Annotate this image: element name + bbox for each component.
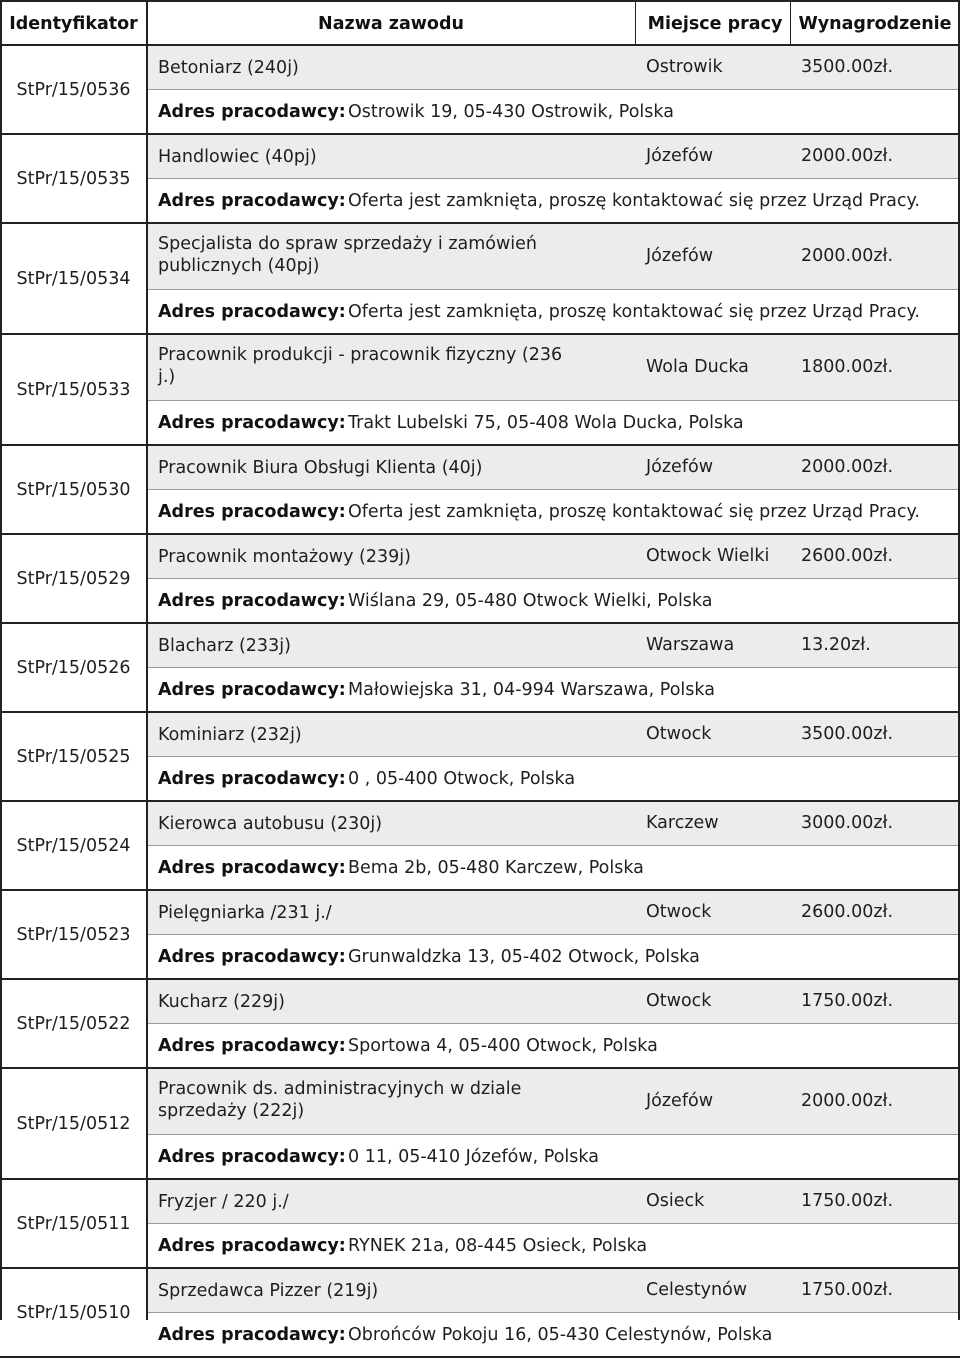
offer-details — [148, 135, 960, 222]
offer-id: StPr/15/0524 — [16, 835, 131, 856]
work-place: Józefów — [646, 1091, 714, 1111]
offer-details — [148, 1269, 960, 1356]
offer-id: StPr/15/0535 — [16, 168, 131, 189]
offer-id: StPr/15/0523 — [16, 924, 131, 945]
table-row — [0, 891, 960, 978]
offer-details — [148, 535, 960, 622]
offer-summary — [148, 224, 960, 290]
work-place: Otwock — [646, 991, 712, 1011]
address-label: Adres pracodawcy: — [158, 591, 346, 611]
offer-id: StPr/15/0510 — [16, 1302, 131, 1323]
employer-address-row — [148, 579, 960, 622]
salary: 3500.00zł. — [801, 724, 894, 744]
table-row — [0, 713, 960, 800]
employer-address-row — [148, 935, 960, 978]
offer-summary — [148, 713, 960, 757]
left-border — [0, 0, 2, 1320]
address-label: Adres pracodawcy: — [158, 502, 346, 522]
job-title: Pracownik montażowy (239j) — [158, 547, 411, 567]
salary: 1800.00zł. — [801, 357, 894, 377]
employer-address: RYNEK 21a, 08-445 Osieck, Polska — [348, 1236, 648, 1256]
row-divider — [0, 800, 960, 802]
job-title: Blacharz (233j) — [158, 636, 291, 656]
table-row — [0, 446, 960, 533]
employer-address: Obrońców Pokoju 16, 05-430 Celestynów, Polska — [348, 1325, 773, 1345]
offer-details — [148, 891, 960, 978]
offer-summary — [148, 1069, 960, 1135]
employer-address-row — [148, 1135, 960, 1178]
work-place: Otwock — [646, 724, 712, 744]
address-label: Adres pracodawcy: — [158, 1236, 346, 1256]
address-label: Adres pracodawcy: — [158, 769, 346, 789]
address-label: Adres pracodawcy: — [158, 1325, 346, 1345]
offer-details — [148, 46, 960, 133]
employer-address-row — [148, 290, 960, 333]
work-place: Karczew — [646, 813, 719, 833]
offer-id: StPr/15/0533 — [16, 379, 131, 400]
employer-address: Trakt Lubelski 75, 05-408 Wola Ducka, Polska — [348, 413, 744, 433]
employer-address: 0 11, 05-410 Józefów, Polska — [348, 1147, 599, 1167]
offer-summary — [148, 535, 960, 579]
employer-address-row — [148, 1313, 960, 1356]
offer-details — [148, 335, 960, 444]
row-divider — [0, 333, 960, 335]
job-title: Sprzedawca Pizzer (219j) — [158, 1281, 379, 1301]
offer-id: StPr/15/0525 — [16, 746, 131, 767]
job-title: Handlowiec (40pj) — [158, 147, 317, 167]
employer-address-row — [148, 179, 960, 222]
work-place: Otwock — [646, 902, 712, 922]
employer-address: Ostrowik 19, 05-430 Ostrowik, Polska — [348, 102, 674, 122]
offer-details — [148, 1069, 960, 1178]
table-row — [0, 535, 960, 622]
employer-address-row — [148, 846, 960, 889]
salary: 2600.00zł. — [801, 546, 894, 566]
salary: 2600.00zł. — [801, 902, 894, 922]
salary: 1750.00zł. — [801, 991, 894, 1011]
offer-summary — [148, 46, 960, 90]
work-place: Ostrowik — [646, 57, 723, 77]
offer-summary — [148, 1180, 960, 1224]
offer-details — [148, 624, 960, 711]
job-title: Kierowca autobusu (230j) — [158, 814, 383, 834]
salary: 1750.00zł. — [801, 1191, 894, 1211]
offer-summary — [148, 624, 960, 668]
job-title: Specjalista do spraw sprzedaży i zamówień publicznych (40pj) — [158, 234, 538, 276]
table-row — [0, 624, 960, 711]
employer-address-row — [148, 668, 960, 711]
address-label: Adres pracodawcy: — [158, 102, 346, 122]
employer-address: Oferta jest zamknięta, proszę kontaktować się przez Urząd Pracy. — [348, 502, 920, 522]
table-row — [0, 224, 960, 333]
table-row — [0, 1069, 960, 1178]
offer-summary — [148, 802, 960, 846]
address-label: Adres pracodawcy: — [158, 947, 346, 967]
job-title: Pracownik ds. administracyjnych w dziale sprzedaży (222j) — [158, 1079, 522, 1121]
offer-details — [148, 713, 960, 800]
employer-address: 0 , 05-400 Otwock, Polska — [348, 769, 576, 789]
header-place: Miejsce pracy — [647, 14, 783, 34]
work-place: Otwock Wielki — [646, 546, 770, 566]
employer-address-row — [148, 401, 960, 444]
employer-address-row — [148, 1224, 960, 1267]
row-divider — [0, 133, 960, 135]
table-row — [0, 46, 960, 133]
table-row — [0, 135, 960, 222]
work-place: Józefów — [646, 457, 714, 477]
row-divider — [0, 711, 960, 713]
offer-details — [148, 224, 960, 333]
employer-address: Małowiejska 31, 04-994 Warszawa, Polska — [348, 680, 715, 700]
offer-summary — [148, 980, 960, 1024]
offer-summary — [148, 891, 960, 935]
work-place: Warszawa — [646, 635, 735, 655]
header-name: Nazwa zawodu — [318, 14, 464, 34]
row-divider — [0, 622, 960, 624]
offer-id: StPr/15/0529 — [16, 568, 131, 589]
salary: 2000.00zł. — [801, 146, 894, 166]
offer-id: StPr/15/0511 — [16, 1213, 131, 1234]
row-divider — [0, 1067, 960, 1069]
employer-address: Wiślana 29, 05-480 Otwock Wielki, Polska — [348, 591, 713, 611]
offer-id: StPr/15/0526 — [16, 657, 131, 678]
offer-summary — [148, 1269, 960, 1313]
offer-summary — [148, 135, 960, 179]
employer-address: Oferta jest zamknięta, proszę kontaktować się przez Urząd Pracy. — [348, 191, 920, 211]
job-title: Pracownik Biura Obsługi Klienta (40j) — [158, 458, 483, 478]
address-label: Adres pracodawcy: — [158, 1147, 346, 1167]
work-place: Józefów — [646, 246, 714, 266]
employer-address: Bema 2b, 05-480 Karczew, Polska — [348, 858, 644, 878]
salary: 3500.00zł. — [801, 57, 894, 77]
salary: 3000.00zł. — [801, 813, 894, 833]
job-title: Betoniarz (240j) — [158, 58, 299, 78]
row-divider — [0, 444, 960, 446]
address-label: Adres pracodawcy: — [158, 1036, 346, 1056]
row-divider — [0, 533, 960, 535]
employer-address: Sportowa 4, 05-400 Otwock, Polska — [348, 1036, 658, 1056]
header-pay: Wynagrodzenie — [798, 14, 952, 34]
salary: 2000.00zł. — [801, 1091, 894, 1111]
work-place: Celestynów — [646, 1280, 748, 1300]
address-label: Adres pracodawcy: — [158, 191, 346, 211]
row-divider — [0, 1267, 960, 1269]
id-column-divider — [146, 0, 148, 1320]
address-label: Adres pracodawcy: — [158, 413, 346, 433]
offer-id: StPr/15/0536 — [16, 79, 131, 100]
offer-summary — [148, 446, 960, 490]
employer-address-row — [148, 490, 960, 533]
table-row — [0, 980, 960, 1067]
address-label: Adres pracodawcy: — [158, 858, 346, 878]
work-place: Wola Ducka — [646, 357, 749, 377]
job-title: Pracownik produkcji - pracownik fizyczny (236 j.) — [158, 345, 563, 387]
offer-id: StPr/15/0522 — [16, 1013, 131, 1034]
row-divider — [0, 1178, 960, 1180]
employer-address: Grunwaldzka 13, 05-402 Otwock, Polska — [348, 947, 700, 967]
header-id: Identyfikator — [9, 14, 138, 34]
offer-details — [148, 802, 960, 889]
address-label: Adres pracodawcy: — [158, 680, 346, 700]
offer-id: StPr/15/0530 — [16, 479, 131, 500]
table-header — [0, 0, 960, 46]
job-title: Pielęgniarka /231 j./ — [158, 903, 332, 923]
row-divider — [0, 889, 960, 891]
table-row — [0, 1180, 960, 1267]
work-place: Osieck — [646, 1191, 705, 1211]
salary: 2000.00zł. — [801, 457, 894, 477]
salary: 13.20zł. — [801, 635, 871, 655]
salary: 1750.00zł. — [801, 1280, 894, 1300]
table-row — [0, 335, 960, 444]
employer-address-row — [148, 757, 960, 800]
header-divider-pay — [790, 0, 791, 46]
offer-summary — [148, 335, 960, 401]
work-place: Józefów — [646, 146, 714, 166]
table-row — [0, 1269, 960, 1356]
address-label: Adres pracodawcy: — [158, 302, 346, 322]
offer-details — [148, 980, 960, 1067]
job-title: Fryzjer / 220 j./ — [158, 1192, 289, 1212]
offer-details — [148, 1180, 960, 1267]
table-row — [0, 802, 960, 889]
row-divider — [0, 978, 960, 980]
employer-address-row — [148, 90, 960, 133]
job-title: Kominiarz (232j) — [158, 725, 302, 745]
offer-id: StPr/15/0512 — [16, 1113, 131, 1134]
employer-address-row — [148, 1024, 960, 1067]
offer-id: StPr/15/0534 — [16, 268, 131, 289]
job-title: Kucharz (229j) — [158, 992, 285, 1012]
salary: 2000.00zł. — [801, 246, 894, 266]
header-divider-place — [635, 0, 636, 46]
employer-address: Oferta jest zamknięta, proszę kontaktować się przez Urząd Pracy. — [348, 302, 920, 322]
row-divider — [0, 222, 960, 224]
offer-details — [148, 446, 960, 533]
